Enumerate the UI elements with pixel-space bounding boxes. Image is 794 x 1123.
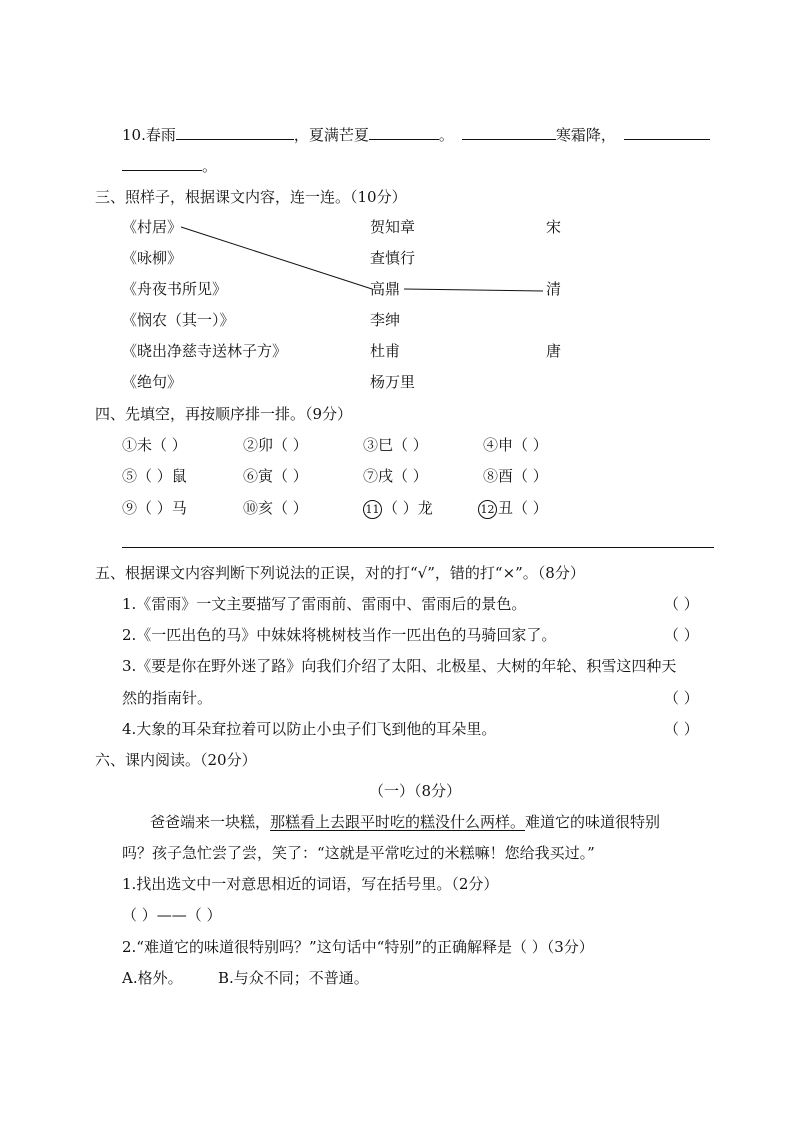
judge-paren[interactable]: （ ） (664, 595, 699, 613)
zodiac-item: ④申（ ） (483, 436, 548, 454)
circled-number-12: 12 (478, 500, 497, 519)
poem-item: 《舟夜书所见》 (122, 280, 228, 298)
section3-title: 三、照样子，根据课文内容，连一连。（10分） (95, 188, 407, 206)
reading-paragraph-line-1 (150, 812, 660, 832)
poet-item: 杨万里 (370, 373, 416, 391)
poem-item: 《村居》 (122, 218, 183, 236)
question-2-option-b[interactable]: B.与众不同；不普通。 (218, 969, 369, 987)
zodiac-item-11-text: （ ）龙 (383, 499, 433, 517)
q10-prefix: 10.春雨 (122, 126, 176, 144)
zodiac-item: ②卯（ ） (243, 436, 308, 454)
zodiac-item-11 (363, 498, 433, 519)
zodiac-item: ⑧酉（ ） (483, 467, 548, 485)
poet-item: 杜甫 (370, 342, 401, 360)
zodiac-item: ⑨（ ）马 (122, 499, 187, 517)
reading-subtitle: （一）（8分） (369, 782, 462, 800)
dynasty-item: 宋 (546, 218, 562, 236)
poet-item: 高鼎 (370, 280, 401, 298)
example-line-poet-dynasty (404, 289, 543, 291)
zodiac-item: ③巳（ ） (363, 436, 428, 454)
judge-item: 4.大象的耳朵耷拉着可以防止小虫子们飞到他的耳朵里。 (122, 720, 497, 738)
reading-paragraph-line-2: 吗？孩子急忙尝了尝，笑了：“这就是平常吃过的米糕嘛！您给我买过。” (122, 844, 595, 862)
poet-item: 查慎行 (370, 249, 416, 267)
para-start: 爸爸端来一块糕， (150, 813, 271, 831)
q10-mid3: 寒霜降， (555, 126, 616, 144)
poem-item: 《绝句》 (122, 373, 183, 391)
zodiac-item-12-text: 丑（ ） (498, 499, 548, 517)
judge-item: 2.《一匹出色的马》中妹妹将桃树枝当作一匹出色的马骑回家了。 (122, 626, 557, 644)
q10-mid1: ，夏满芒夏 (293, 126, 369, 144)
zodiac-item: ⑤（ ）鼠 (122, 467, 187, 485)
dynasty-item: 唐 (546, 342, 562, 360)
question-2-option-a[interactable]: A.格外。 (122, 969, 183, 987)
example-line-poem-poet (181, 227, 372, 289)
dynasty-item: 清 (546, 280, 562, 298)
zodiac-item: ⑩亥（ ） (243, 499, 308, 517)
para-rest: 难道它的味道很特别 (525, 813, 661, 831)
poet-item: 李绅 (370, 311, 401, 329)
question-1-answer[interactable]: （ ）——（ ） (122, 906, 222, 924)
answer-rule-line[interactable] (122, 547, 714, 548)
zodiac-item: ①未（ ） (122, 436, 187, 454)
zodiac-item-12 (478, 498, 548, 519)
question-2: 2.“难道它的味道很特别吗？”这句话中“特别”的正确解释是（ ）（3分） (122, 938, 594, 956)
section5-title: 五、根据课文内容判断下列说法的正误，对的打“√”，错的打“×”。（8分） (95, 564, 585, 582)
poem-item: 《晓出净慈寺送林子方》 (122, 342, 288, 360)
judge-item: 3.《要是你在野外迷了路》向我们介绍了太阳、北极星、大树的年轮、积雪这四种天 (122, 657, 677, 675)
section6-title: 六、课内阅读。（20分） (95, 751, 257, 769)
q10-mid2: 。 (438, 126, 454, 144)
judge-item: 1.《雷雨》一文主要描写了雷雨前、雷雨中、雷雨后的景色。 (122, 595, 527, 613)
judge-item-cont: 然的指南针。 (122, 689, 213, 707)
poet-item: 贺知章 (370, 218, 416, 236)
question-1: 1.找出选文中一对意思相近的词语，写在括号里。（2分） (122, 875, 499, 893)
poem-item: 《咏柳》 (122, 249, 183, 267)
judge-paren[interactable]: （ ） (664, 689, 699, 707)
zodiac-item: ⑥寅（ ） (243, 467, 308, 485)
underlined-sentence: 那糕看上去跟平时吃的糕没什么两样。 (270, 813, 526, 831)
judge-paren[interactable]: （ ） (664, 626, 699, 644)
section4-title: 四、先填空，再按顺序排一排。（9分） (95, 405, 353, 423)
circled-number-11: 11 (363, 500, 382, 519)
zodiac-item: ⑦戌（ ） (363, 467, 428, 485)
judge-paren[interactable]: （ ） (664, 720, 699, 738)
poem-item: 《悯农（其一）》 (122, 311, 235, 329)
q10-end: 。 (202, 157, 218, 175)
